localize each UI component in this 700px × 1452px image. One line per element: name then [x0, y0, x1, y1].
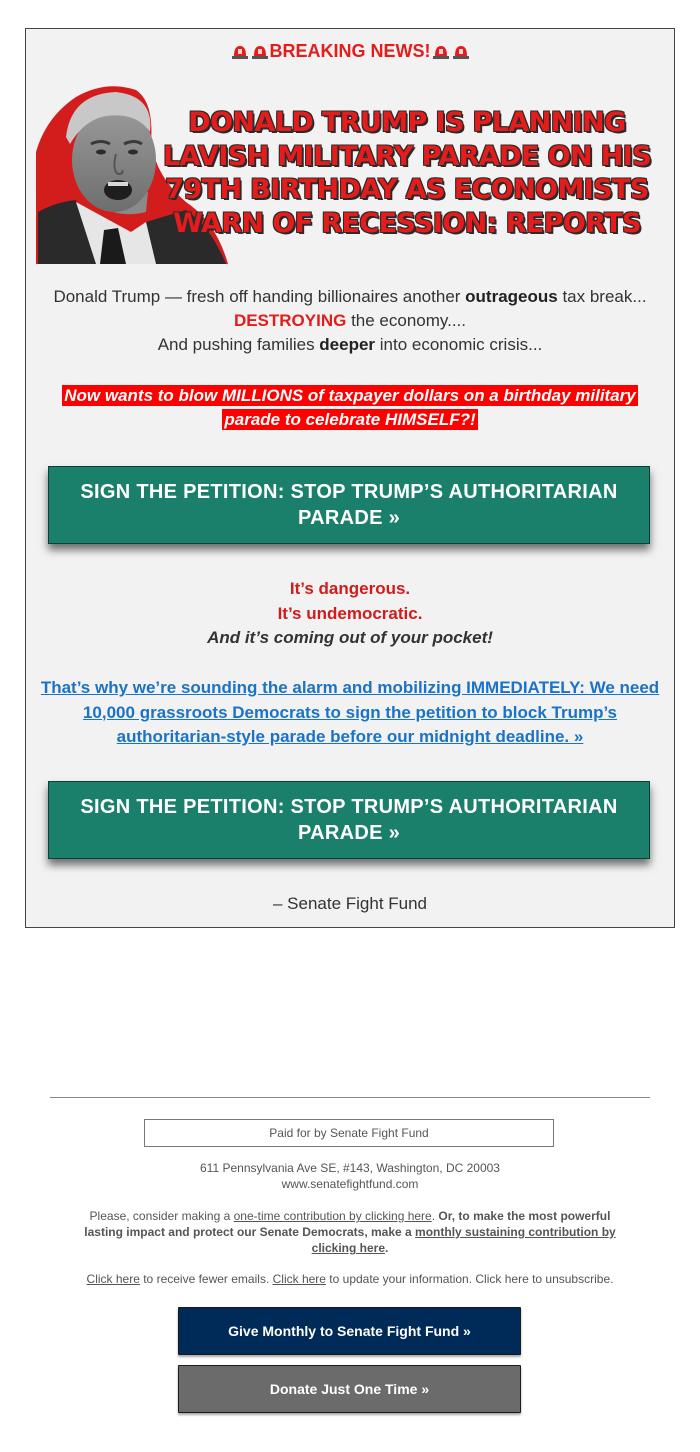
- address-line: 611 Pennsylvania Ave SE, #143, Washington, DC 20003: [200, 1161, 500, 1175]
- signature: – Senate Fight Fund: [272, 894, 428, 913]
- intro-destroying: DESTROYING: [233, 311, 347, 330]
- appeal-bold-text: Or, to make the most powerful lasting impact and protect our Senate Democrats, make a: [84, 1209, 611, 1239]
- intro-text: And pushing families: [157, 335, 320, 354]
- undemocratic-line: It’s undemocratic.: [277, 603, 423, 623]
- siren-icon: [432, 43, 450, 59]
- footer-divider: [50, 1097, 650, 1098]
- intro-text: into economic crisis...: [375, 335, 543, 354]
- red-callout-text: Now wants to blow MILLIONS of taxpayer dollars on a birthday military parade to celebrate HIMSELF?!: [64, 386, 636, 429]
- give-monthly-button[interactable]: Give Monthly to Senate Fight Fund »: [178, 1307, 521, 1355]
- update-info-link[interactable]: Click here: [272, 1272, 326, 1286]
- sign-petition-button[interactable]: SIGN THE PETITION: STOP TRUMP’S AUTHORITARIAN PARADE »: [48, 466, 650, 544]
- monthly-contribution-link[interactable]: monthly sustaining contribution by clicking here: [311, 1225, 616, 1255]
- red-callout: [42, 384, 658, 432]
- intro-paragraph: [46, 285, 654, 357]
- breaking-news-text: BREAKING NEWS!: [269, 41, 431, 61]
- donate-once-button[interactable]: Donate Just One Time »: [178, 1365, 521, 1413]
- siren-icon: [251, 43, 269, 59]
- one-time-contribution-link[interactable]: one-time contribution by clicking here: [233, 1209, 432, 1223]
- hero-headline: DONALD TRUMP IS PLANNING LAVISH MILITARY PARADE ON HIS 79TH BIRTHDAY AS ECONOMISTS WARN OF RECESSION: REPORTS: [162, 107, 652, 239]
- intro-text: tax break...: [557, 287, 647, 306]
- fewer-emails-link[interactable]: Click here: [86, 1272, 140, 1286]
- appeal-text: Please, consider making a: [89, 1209, 234, 1223]
- footer-address: [0, 1161, 700, 1192]
- hero-banner: [36, 82, 666, 264]
- siren-icon: [231, 43, 249, 59]
- unsubscribe-text[interactable]: to update your information. Click here to unsubscribe.: [325, 1272, 614, 1286]
- sign-petition-button-secondary[interactable]: SIGN THE PETITION: STOP TRUMP’S AUTHORITARIAN PARADE »: [48, 781, 650, 859]
- pocket-line: And it’s coming out of your pocket!: [207, 628, 493, 647]
- danger-statements: [26, 577, 674, 651]
- website-line: www.senatefightfund.com: [281, 1176, 419, 1191]
- paid-for-box: Paid for by Senate Fight Fund: [144, 1119, 554, 1147]
- breaking-news-header: [26, 40, 674, 62]
- appeal-text: .: [385, 1241, 389, 1255]
- intro-text: Donald Trump — fresh off handing billionaires another: [53, 287, 466, 306]
- petition-link[interactable]: That’s why we’re sounding the alarm and mobilizing IMMEDIATELY: We need 10,000 grassroots Democrats to sign the petition to block Trump’s authoritarian-style parade before our midnight deadline. »: [40, 678, 660, 746]
- intro-emphasis: deeper: [319, 335, 376, 354]
- siren-icon: [452, 43, 470, 59]
- preferences-text: to receive fewer emails.: [139, 1272, 273, 1286]
- dangerous-line: It’s dangerous.: [289, 579, 411, 598]
- intro-emphasis: outrageous: [465, 287, 558, 306]
- contribution-appeal: [70, 1208, 630, 1256]
- email-card: [25, 28, 675, 928]
- appeal-text: .: [431, 1209, 439, 1223]
- intro-text: the economy....: [346, 311, 467, 330]
- email-preferences: [0, 1271, 700, 1287]
